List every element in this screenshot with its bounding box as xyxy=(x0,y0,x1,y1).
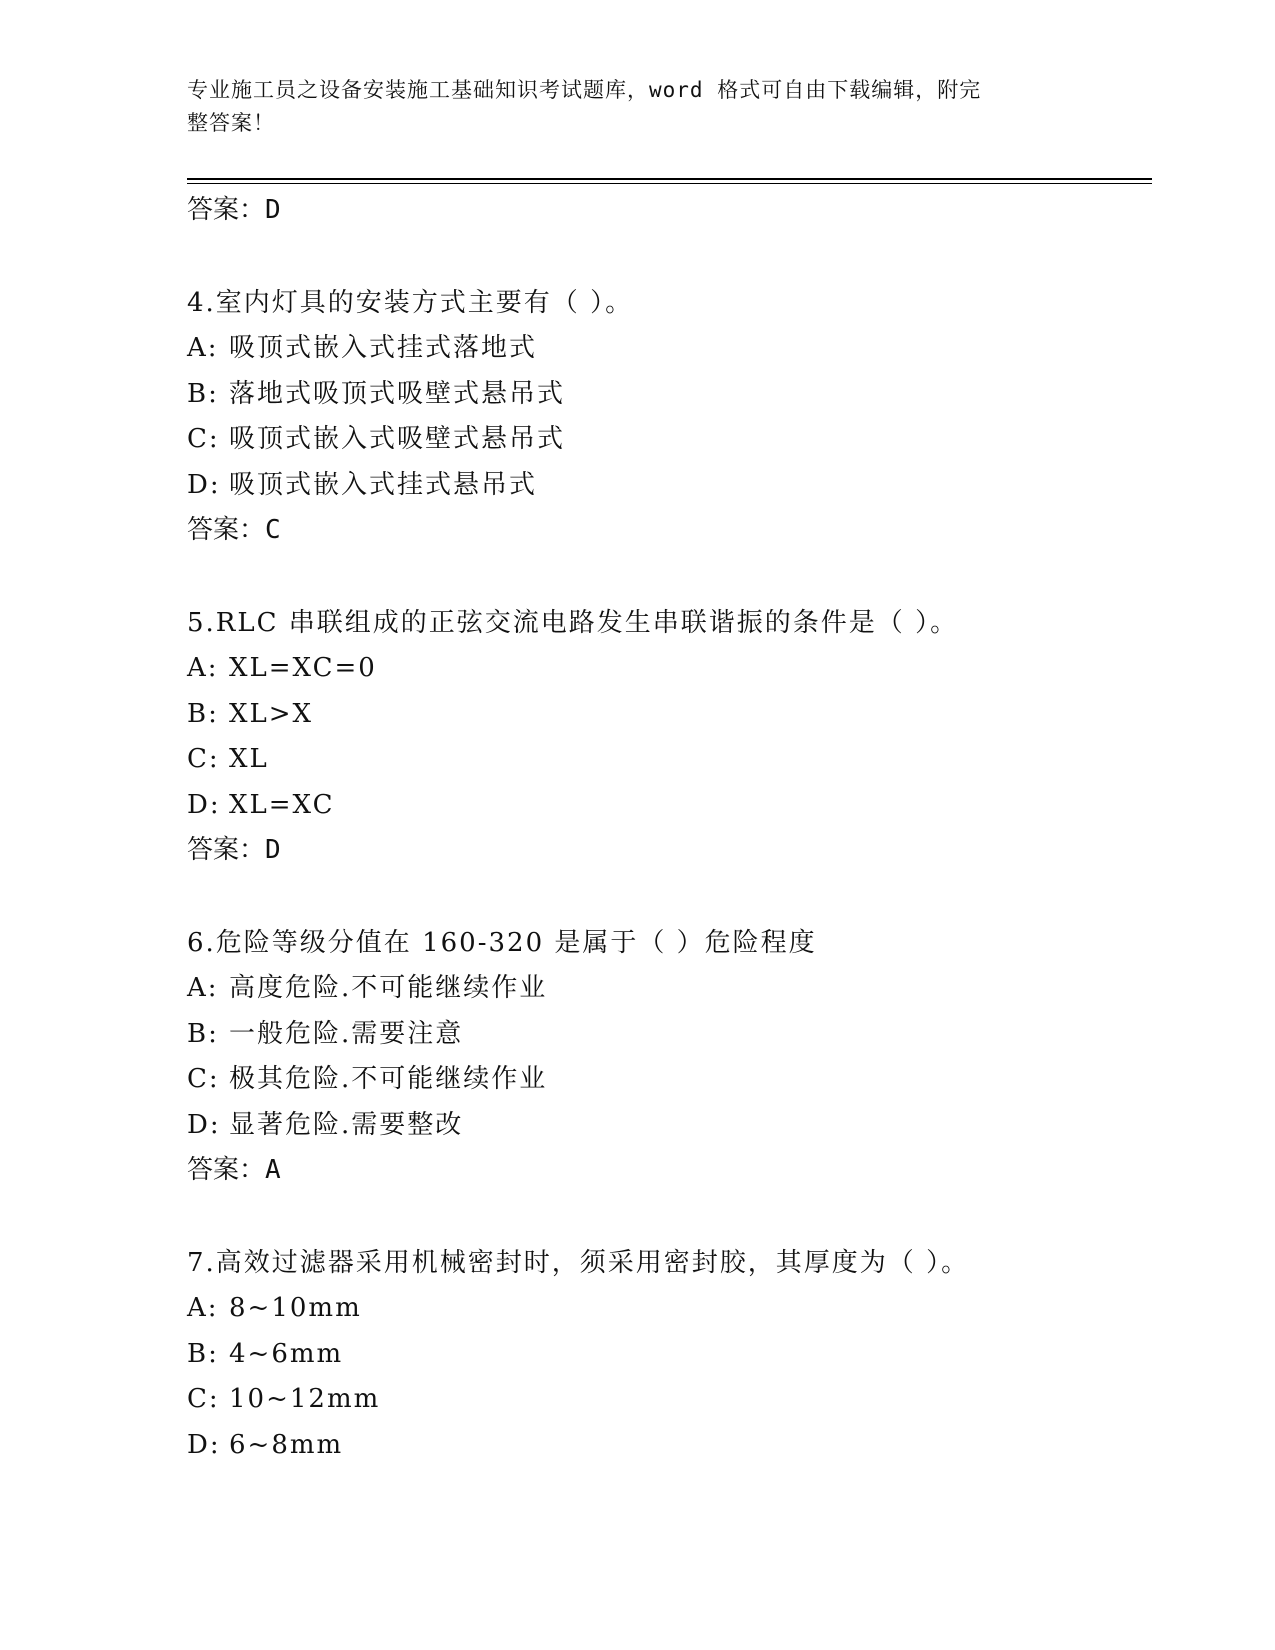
answer-value: A xyxy=(265,1155,281,1185)
option-text: 显著危险.需要整改 xyxy=(229,1109,464,1140)
option-a xyxy=(187,966,1147,1012)
option-text: XL xyxy=(229,744,269,774)
question-text: 5.RLC 串联组成的正弦交流电路发生串联谐振的条件是（ ）。 xyxy=(187,608,959,638)
answer-line xyxy=(187,508,1147,552)
header-rule-thick xyxy=(187,178,1152,180)
option-letter: A: xyxy=(187,1293,219,1323)
option-c xyxy=(187,417,1147,463)
option-letter: D: xyxy=(187,789,221,820)
option-text: 10~12mm xyxy=(229,1384,381,1414)
option-letter: B: xyxy=(187,1338,219,1369)
option-text: 6~8mm xyxy=(229,1429,344,1460)
header-line-1: 专业施工员之设备安装施工基础知识考试题库，word 格式可自由下载编辑，附完 xyxy=(187,78,982,102)
option-a xyxy=(187,646,1147,692)
answer-label: 答案： xyxy=(187,1155,266,1185)
answer-value: D xyxy=(265,195,281,225)
question-block xyxy=(187,1240,1147,1468)
option-text: XL=XC=0 xyxy=(229,653,377,683)
option-b xyxy=(187,1012,1147,1058)
option-d xyxy=(187,783,1147,829)
option-letter: C: xyxy=(187,744,220,774)
answer-label: 答案： xyxy=(187,515,266,545)
option-letter: A: xyxy=(187,653,219,683)
answer-value: D xyxy=(265,835,281,865)
option-b xyxy=(187,372,1147,418)
option-text: 4~6mm xyxy=(229,1338,344,1369)
question-block xyxy=(187,600,1147,872)
option-text: 8~10mm xyxy=(229,1293,362,1323)
document-header xyxy=(187,74,1087,140)
option-c xyxy=(187,1057,1147,1103)
header-line-2: 整答案！ xyxy=(187,111,275,135)
option-letter: B: xyxy=(187,1018,219,1049)
question-text: 4.室内灯具的安装方式主要有（ ）。 xyxy=(187,288,634,318)
option-letter: A: xyxy=(187,973,219,1003)
option-text: 一般危险.需要注意 xyxy=(229,1018,464,1049)
option-text: 吸顶式嵌入式吸壁式悬吊式 xyxy=(229,424,566,454)
option-text: 吸顶式嵌入式挂式落地式 xyxy=(229,333,538,363)
question-list xyxy=(187,188,1147,1468)
option-a xyxy=(187,326,1147,372)
answer-label: 答案： xyxy=(187,835,266,865)
question-text: 7.高效过滤器采用机械密封时，须采用密封胶，其厚度为（ ）。 xyxy=(187,1248,970,1278)
option-letter: B: xyxy=(187,378,219,409)
option-c xyxy=(187,737,1147,783)
header-rule-thin xyxy=(187,183,1152,184)
option-d xyxy=(187,463,1147,509)
option-text: 吸顶式嵌入式挂式悬吊式 xyxy=(229,469,538,500)
answer-label: 答案： xyxy=(187,195,266,225)
answer-line xyxy=(187,828,1147,872)
option-letter: A: xyxy=(187,333,219,363)
question-block xyxy=(187,280,1147,552)
option-c xyxy=(187,1377,1147,1423)
option-text: 极其危险.不可能继续作业 xyxy=(229,1064,548,1094)
question-block xyxy=(187,920,1147,1192)
option-letter: B: xyxy=(187,698,219,729)
option-b xyxy=(187,692,1147,738)
option-letter: D: xyxy=(187,1109,221,1140)
option-letter: C: xyxy=(187,424,220,454)
option-letter: D: xyxy=(187,469,221,500)
option-d xyxy=(187,1423,1147,1469)
option-a xyxy=(187,1286,1147,1332)
option-letter: C: xyxy=(187,1064,220,1094)
option-text: 落地式吸顶式吸壁式悬吊式 xyxy=(229,378,566,409)
option-text: XL>X xyxy=(229,698,314,729)
option-letter: C: xyxy=(187,1384,220,1414)
answer-value: C xyxy=(265,515,281,545)
option-letter: D: xyxy=(187,1429,221,1460)
option-d xyxy=(187,1103,1147,1149)
option-b xyxy=(187,1332,1147,1378)
option-text: XL=XC xyxy=(229,789,335,820)
answer-line xyxy=(187,1148,1147,1192)
question-text: 6.危险等级分值在 160-320 是属于（ ）危险程度 xyxy=(187,928,817,958)
answer-line xyxy=(187,188,1147,232)
option-text: 高度危险.不可能继续作业 xyxy=(229,973,548,1003)
